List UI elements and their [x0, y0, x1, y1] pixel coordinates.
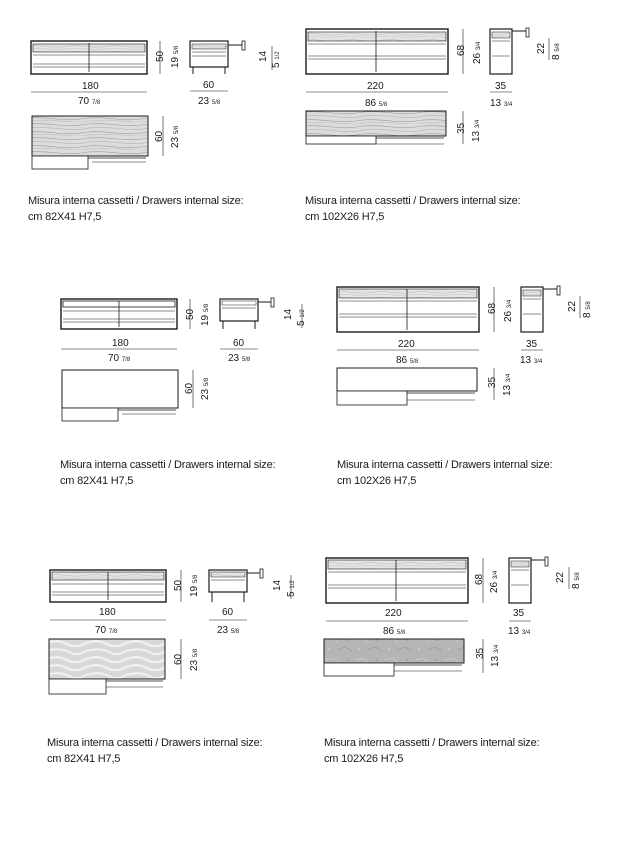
top-depth-in: 13 3/4: [508, 626, 531, 637]
depth-cm: 60: [173, 653, 184, 665]
drawer-size-caption: [324, 735, 539, 767]
caption-line-1: Misura interna cassetti / Drawers internal size:: [324, 737, 540, 749]
set-2-large: [334, 284, 618, 554]
side-height-cm: 14: [258, 50, 269, 62]
height-in: 26 3/4: [489, 570, 500, 593]
drawer-size-caption: [60, 457, 275, 489]
caption-line-1: Misura interna cassetti / Drawers internal size:: [305, 195, 521, 207]
set-3-large-drawing: [323, 555, 618, 755]
height-cm: 50: [185, 308, 196, 320]
set-3-small: [47, 567, 347, 837]
depth-in: 23 5/8: [200, 377, 211, 400]
height-in: 19 5/8: [170, 45, 181, 68]
height-in: 26 3/4: [472, 41, 483, 64]
width-in: 70 7/8: [95, 625, 118, 636]
caption-line-2: cm 82X41 H7,5: [28, 211, 102, 223]
depth-cm: 35: [487, 376, 498, 388]
caption-line-1: Misura interna cassetti / Drawers internal size:: [28, 195, 244, 207]
depth-in: 23 5/8: [170, 125, 181, 148]
height-cm: 50: [155, 50, 166, 62]
side-height-in: 8 5/8: [582, 301, 593, 318]
depth-cm: 35: [456, 122, 467, 134]
caption-line-2: cm 102X26 H7,5: [305, 211, 385, 223]
width-in: 86 5/8: [365, 98, 388, 109]
side-height-in: 5 1/2: [271, 51, 282, 68]
width-cm: 220: [367, 81, 384, 92]
set-1-large: [303, 26, 603, 296]
side-height-cm: 22: [567, 300, 578, 312]
top-depth-in: 13 3/4: [490, 98, 513, 109]
side-height-cm: 22: [555, 571, 566, 583]
width-cm: 180: [82, 81, 99, 92]
drawer-size-caption: [28, 193, 243, 225]
caption-line-1: Misura interna cassetti / Drawers internal size:: [60, 459, 276, 471]
top-depth-cm: 60: [222, 607, 234, 618]
width-in: 86 5/8: [396, 355, 419, 366]
depth-in: 23 5/8: [189, 648, 200, 671]
depth-in: 13 3/4: [502, 373, 513, 396]
top-depth-in: 23 5/8: [217, 625, 240, 636]
set-2-large-drawing: [334, 284, 618, 484]
width-cm: 220: [398, 339, 415, 350]
top-depth-cm: 60: [233, 338, 245, 349]
depth-cm: 60: [154, 130, 165, 142]
side-height-cm: 14: [272, 579, 283, 591]
top-depth-cm: 60: [203, 80, 215, 91]
side-height-in: 5 1/2: [296, 309, 307, 326]
set-3-large: [323, 555, 618, 825]
top-depth-cm: 35: [526, 339, 538, 350]
side-height-in: 5 1/2: [286, 580, 297, 597]
width-in: 86 5/8: [383, 626, 406, 637]
side-height-cm: 22: [536, 42, 547, 54]
drawer-size-caption: [47, 735, 262, 767]
depth-cm: 35: [475, 647, 486, 659]
depth-cm: 60: [184, 382, 195, 394]
side-height-in: 8 5/8: [571, 572, 582, 589]
top-depth-cm: 35: [495, 81, 507, 92]
set-1-small: [28, 38, 328, 308]
width-cm: 180: [112, 338, 129, 349]
caption-line-2: cm 102X26 H7,5: [337, 475, 417, 487]
depth-in: 13 3/4: [490, 644, 501, 667]
top-depth-cm: 35: [513, 608, 525, 619]
height-cm: 68: [487, 302, 498, 314]
height-cm: 50: [173, 579, 184, 591]
width-in: 70 7/8: [78, 96, 101, 107]
caption-line-2: cm 102X26 H7,5: [324, 753, 404, 765]
height-in: 19 5/8: [200, 303, 211, 326]
height-in: 19 5/8: [189, 574, 200, 597]
caption-line-2: cm 82X41 H7,5: [60, 475, 134, 487]
side-height-in: 8 5/8: [551, 43, 562, 60]
caption-line-1: Misura interna cassetti / Drawers internal size:: [47, 737, 263, 749]
side-height-cm: 14: [283, 308, 294, 320]
set-2-small: [58, 296, 358, 566]
width-in: 70 7/8: [108, 353, 131, 364]
caption-line-1: Misura interna cassetti / Drawers internal size:: [337, 459, 553, 471]
top-depth-in: 23 5/8: [198, 96, 221, 107]
width-cm: 180: [99, 607, 116, 618]
width-cm: 220: [385, 608, 402, 619]
top-depth-in: 13 3/4: [520, 355, 543, 366]
depth-in: 13 3/4: [471, 119, 482, 142]
height-cm: 68: [474, 573, 485, 585]
height-in: 26 3/4: [503, 299, 514, 322]
height-cm: 68: [456, 44, 467, 56]
drawer-size-caption: [337, 457, 552, 489]
drawer-size-caption: [305, 193, 520, 225]
caption-line-2: cm 82X41 H7,5: [47, 753, 121, 765]
top-depth-in: 23 5/8: [228, 353, 251, 364]
